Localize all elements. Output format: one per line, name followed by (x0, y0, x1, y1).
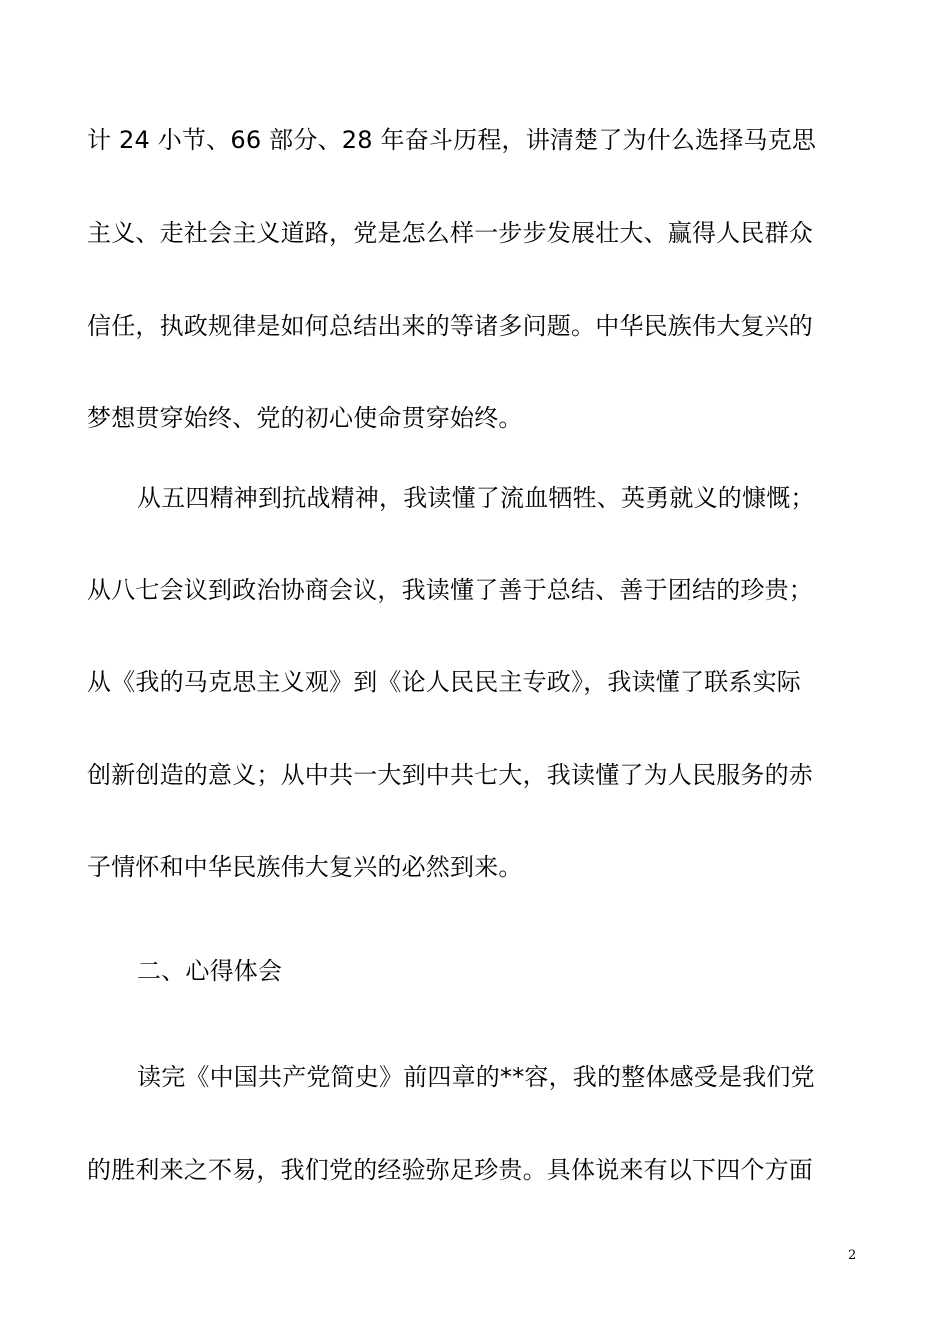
paragraph-3-line-1: 读完《中国共产党简史》前四章的**容，我的整体感受是我们党 (137, 1063, 815, 1091)
paragraph-1-line-2: 主义、走社会主义道路，党是怎么样一步步发展壮大、赢得人民群众 (87, 219, 813, 247)
paragraph-1-line-3: 信任，执政规律是如何总结出来的等诸多问题。中华民族伟大复兴的 (87, 312, 813, 340)
paragraph-2-line-4: 创新创造的意义；从中共一大到中共七大，我读懂了为人民服务的赤 (87, 761, 813, 789)
paragraph-2-line-1: 从五四精神到抗战精神，我读懂了流血牺牲、英勇就义的慷慨； (137, 484, 815, 512)
section-heading: 二、心得体会 (137, 957, 283, 985)
page-number: 2 (848, 1248, 857, 1263)
paragraph-3-line-2: 的胜利来之不易，我们党的经验弥足珍贵。具体说来有以下四个方面 (87, 1156, 813, 1184)
paragraph-2-line-2: 从八七会议到政治协商会议，我读懂了善于总结、善于团结的珍贵； (87, 576, 813, 604)
paragraph-2-line-5: 子情怀和中华民族伟大复兴的必然到来。 (87, 853, 523, 881)
paragraph-1-line-1: 计 24 小节、66 部分、28 年奋斗历程，讲清楚了为什么选择马克思 (87, 126, 817, 154)
paragraph-2-line-3: 从《我的马克思主义观》到《论人民民主专政》，我读懂了联系实际 (87, 668, 801, 696)
paragraph-1-line-4: 梦想贯穿始终、党的初心使命贯穿始终。 (87, 404, 523, 432)
